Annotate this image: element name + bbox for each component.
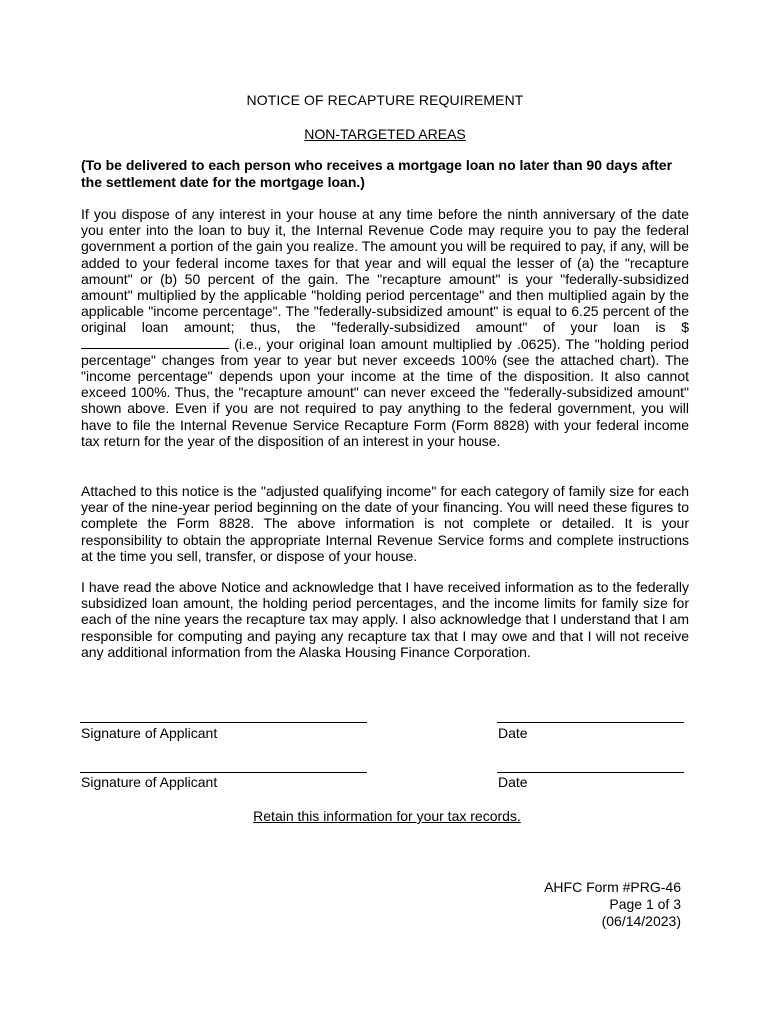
applicant-signature-line-1 <box>80 722 367 723</box>
form-identifier-block <box>544 879 681 930</box>
date-line-2 <box>497 772 684 773</box>
date-line-1 <box>497 722 684 723</box>
form-number: AHFC Form #PRG-46 <box>544 879 681 895</box>
page-number: Page 1 of 3 <box>609 896 681 912</box>
acknowledgement-paragraph: I have read the above Notice and acknowledge that I have received information as to the federally subsidized loan amount, the holding period percentages, and the income limits for family size for each of the nine years the recapture tax may apply. I also acknowledge that I understand that I am responsible for computing and paying any recapture tax that I may owe and that I will not receive any additional information from the Alaska Housing Finance Corporation. <box>81 579 689 660</box>
adjusted-income-paragraph: Attached to this notice is the "adjusted qualifying income" for each category of family size for each year of the nine-year period beginning on the date of your financing. You will need these figures to complete the Form 8828. The above information is not complete or detailed. It is your responsibility to obtain the appropriate Internal Revenue Service forms and complete instructions at the time you sell, transfer, or dispose of your house. <box>81 483 689 564</box>
date-label-2: Date <box>498 774 528 790</box>
applicant-signature-line-2 <box>80 772 367 773</box>
loan-amount-blank <box>81 336 229 349</box>
retain-records-note: Retain this information for your tax records. <box>253 808 521 824</box>
notice-title: NOTICE OF RECAPTURE REQUIREMENT <box>246 92 524 108</box>
paragraph-text-before-blank: If you dispose of any interest in your house at any time before the ninth anniversary of the date you enter into the loan to buy it, the Internal Revenue Code may require you to pay the federal government a portion of the gain you realize. The amount you will be required to pay, if any, will be added to your federal income taxes for that year and will equal the lesser of (a) the "recapture amount" or (b) 50 percent of the gain. The "recapture amount" is your "federally-subsidized amount" multiplied by the applicable "holding period percentage" and then multiplied again by the applicable "income percentage". The "federally-subsidized amount" is equal to 6.25 percent of the original loan amount; thus, the "federally-subsidized amount" of your loan is $ <box>81 206 689 336</box>
recapture-explanation-paragraph <box>81 206 689 449</box>
delivery-instructions: (To be delivered to each person who receives a mortgage loan no later than 90 days after the settlement date for the mortgage loan.) <box>81 157 673 190</box>
notice-subtitle: NON-TARGETED AREAS <box>304 126 466 142</box>
paragraph-text-after-blank: (i.e., your original loan amount multiplied by .0625). The "holding period percentage" changes from year to year but never exceeds 100% (see the attached chart). The "income percentage" depends upon your income at the time of the disposition. It also cannot exceed 100%. Thus, the "recapture amount" can never exceed the "federally-subsidized amount" shown above. Even if you are not required to pay anything to the federal government, you will have to file the Internal Revenue Service Recapture Form (Form 8828) with your federal income tax return for the year of the disposition of an interest in your house. <box>81 335 689 449</box>
applicant-signature-label-2: Signature of Applicant <box>81 774 218 790</box>
applicant-signature-label-1: Signature of Applicant <box>81 725 218 741</box>
date-label-1: Date <box>498 725 528 741</box>
revision-date: (06/14/2023) <box>601 913 681 929</box>
